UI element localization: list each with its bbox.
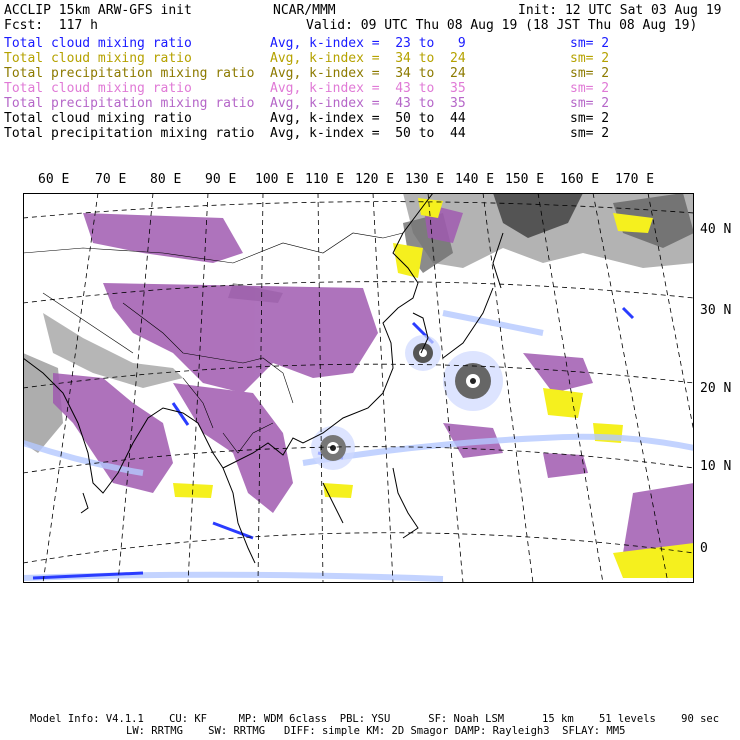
- legend-avg: Avg, k-index = 50 to 44: [270, 111, 466, 126]
- longitude-label: 110 E: [305, 172, 345, 187]
- legend-field: Total precipitation mixing ratio: [4, 126, 255, 141]
- legend-sm: sm= 2: [570, 81, 610, 96]
- latitude-label: 20 N: [700, 381, 732, 396]
- longitude-label: 120 E: [355, 172, 395, 187]
- longitude-label: 150 E: [505, 172, 545, 187]
- legend-avg: Avg, k-index = 50 to 44: [270, 126, 466, 141]
- legend-sm: sm= 2: [570, 51, 610, 66]
- forecast-hour: Fcst: 117 h: [4, 18, 98, 33]
- legend-sm: sm= 2: [570, 126, 610, 141]
- longitude-label: 70 E: [95, 172, 127, 187]
- latitude-label: 10 N: [700, 459, 732, 474]
- latitude-label: 0: [700, 541, 708, 556]
- legend-sm: sm= 2: [570, 66, 610, 81]
- typhoon-south-china-sea: [311, 426, 355, 470]
- model-info-line2: LW: RRTMG SW: RRTMG DIFF: simple KM: 2D Smagor DAMP: Rayleigh3 SFLAY: MM5: [126, 725, 626, 737]
- legend-avg: Avg, k-index = 43 to 35: [270, 96, 466, 111]
- legend-field: Total cloud mixing ratio: [4, 36, 192, 51]
- longitude-label: 100 E: [255, 172, 295, 187]
- longitude-label: 170 E: [615, 172, 655, 187]
- legend-sm: sm= 2: [570, 96, 610, 111]
- legend-field: Total cloud mixing ratio: [4, 51, 192, 66]
- legend-field: Total precipitation mixing ratio: [4, 66, 255, 81]
- longitude-label: 140 E: [455, 172, 495, 187]
- model-title: ACCLIP 15km ARW-GFS init: [4, 3, 192, 18]
- legend-avg: Avg, k-index = 34 to 24: [270, 66, 466, 81]
- typhoon-pacific: [443, 351, 503, 411]
- longitude-label: 130 E: [405, 172, 445, 187]
- legend-field: Total cloud mixing ratio: [4, 111, 192, 126]
- legend-sm: sm= 2: [570, 36, 610, 51]
- map-plot: [23, 193, 694, 583]
- longitude-label: 80 E: [150, 172, 182, 187]
- legend-avg: Avg, k-index = 23 to 9: [270, 36, 466, 51]
- legend-avg: Avg, k-index = 43 to 35: [270, 81, 466, 96]
- longitude-label: 60 E: [38, 172, 70, 187]
- longitude-label: 160 E: [560, 172, 600, 187]
- legend-field: Total precipitation mixing ratio: [4, 96, 255, 111]
- init-time: Init: 12 UTC Sat 03 Aug 19: [518, 3, 722, 18]
- center-name: NCAR/MMM: [273, 3, 336, 18]
- legend-sm: sm= 2: [570, 111, 610, 126]
- legend-avg: Avg, k-index = 34 to 24: [270, 51, 466, 66]
- legend-field: Total cloud mixing ratio: [4, 81, 192, 96]
- latitude-label: 40 N: [700, 222, 732, 237]
- model-info-line1: Model Info: V4.1.1 CU: KF MP: WDM 6class PBL: YSU SF: Noah LSM 15 km 51 levels 90 sec: [30, 713, 720, 725]
- valid-time: Valid: 09 UTC Thu 08 Aug 19 (18 JST Thu 08 Aug 19): [306, 18, 698, 33]
- longitude-label: 90 E: [205, 172, 237, 187]
- typhoon-east-china-sea: [405, 335, 441, 371]
- latitude-label: 30 N: [700, 303, 732, 318]
